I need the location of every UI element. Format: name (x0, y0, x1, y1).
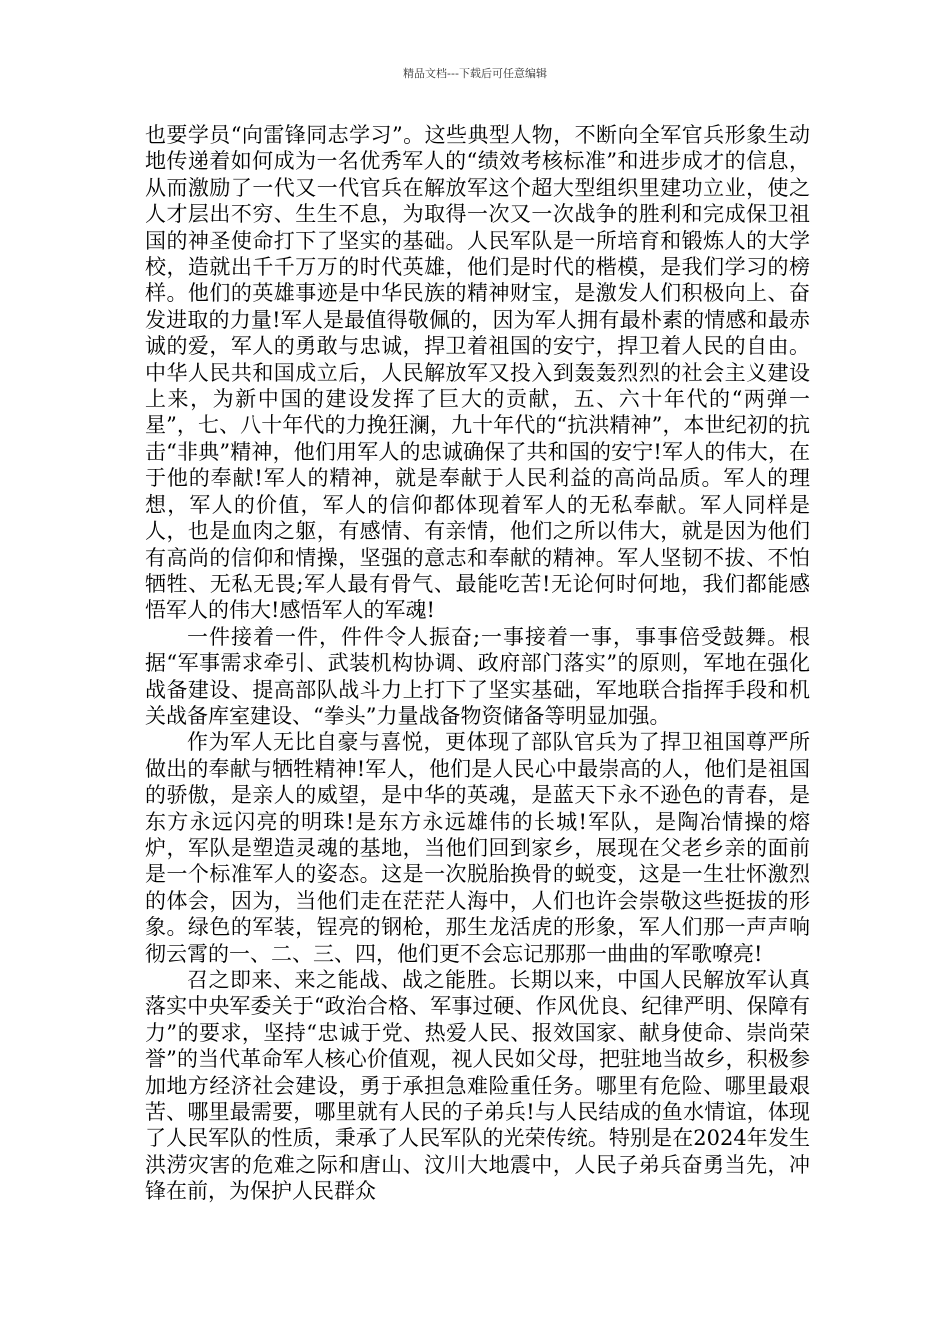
paragraph-3: 作为军人无比自豪与喜悦，更体现了部队官兵为了捍卫祖国尊严所做出的奉献与牺牲精神!军人，他们是人民心中最崇高的人，他们是祖国的骄傲，是亲人的威望，是中华的英魂，是蓝天下永不逊色的青春，是东方永远闪亮的明珠!是东方永远雄伟的长城!军队，是陶冶情操的熔炉，军队是塑造灵魂的基地，当他们回到家乡，展现在父老乡亲的面前是一个标准军人的姿态。这是一次脱胎换骨的蜕变，这是一生壮怀激烈的体会，因为，当他们走在茫茫人海中，人们也许会崇敬这些挺拔的形象。绿色的军装，锃亮的钢枪，那生龙活虎的形象，军人们那一声声响彻云霄的一、二、三、四，他们更不会忘记那那一曲曲的军歌嘹亮! (145, 730, 810, 966)
document-body (145, 122, 810, 1205)
paragraph-4: 召之即来、来之能战、战之能胜。长期以来，中国人民解放军认真落实中央军委关于“政治合格、军事过硬、作风优良、纪律严明、保障有力”的要求，坚持“忠诚于党、热爱人民、报效国家、献身使命、崇尚荣誉”的当代革命军人核心价值观，视人民如父母，把驻地当故乡，积极参加地方经济社会建设，勇于承担急难险重任务。哪里有危险、哪里最艰苦、哪里最需要，哪里就有人民的子弟兵!与人民结成的鱼水情谊，体现了人民军队的性质，秉承了人民军队的光荣传统。特别是在2024年发生洪涝灾害的危难之际和唐山、汶川大地震中，人民子弟兵奋勇当先，冲锋在前，为保护人民群众 (145, 968, 810, 1204)
page-header: 精品文档---下载后可任意编辑 (403, 67, 547, 80)
paragraph-2: 一件接着一件，件件令人振奋;一事接着一事，事事倍受鼓舞。根据“军事需求牵引、武装机构协调、政府部门落实”的原则，军地在强化战备建设、提高部队战斗力上打下了坚实基础，军地联合指挥手段和机关战备库室建设、“拳头”力量战备物资储备等明显加强。 (145, 624, 810, 728)
paragraph-1: 也要学员“向雷锋同志学习”。这些典型人物，不断向全军官兵形象生动地传递着如何成为一名优秀军人的“绩效考核标准”和进步成才的信息，从而激励了一代又一代官兵在解放军这个超大型组织里建功立业，使之人才层出不穷、生生不息，为取得一次又一次战争的胜利和完成保卫祖国的神圣使命打下了坚实的基础。人民军队是一所培育和锻炼人的大学校，造就出千千万万的时代英雄，他们是时代的楷模，是我们学习的榜样。他们的英雄事迹是中华民族的精神财宝，是激发人们积极向上、奋发进取的力量!军人是最值得敬佩的，因为军人拥有最朴素的情感和最赤诚的爱，军人的勇敢与忠诚，捍卫着祖国的安宁，捍卫着人民的自由。中华人民共和国成立后，人民解放军又投入到轰轰烈烈的社会主义建设上来，为新中国的建设发挥了巨大的贡献，五、六十年代的“两弹一星”，七、八十年代的力挽狂澜，九十年代的“抗洪精神”，本世纪初的抗击“非典”精神，他们用军人的忠诚确保了共和国的安宁!军人的伟大，在于他的奉献!军人的精神，就是奉献于人民利益的高尚品质。军人的理想，军人的价值，军人的信仰都体现着军人的无私奉献。军人同样是人，也是血肉之躯，有感情、有亲情，他们之所以伟大，就是因为他们有高尚的信仰和情操，坚强的意志和奉献的精神。军人坚韧不拔、不怕牺牲、无私无畏;军人最有骨气、最能吃苦!无论何时何地，我们都能感悟军人的伟大!感悟军人的军魂! (145, 123, 810, 623)
